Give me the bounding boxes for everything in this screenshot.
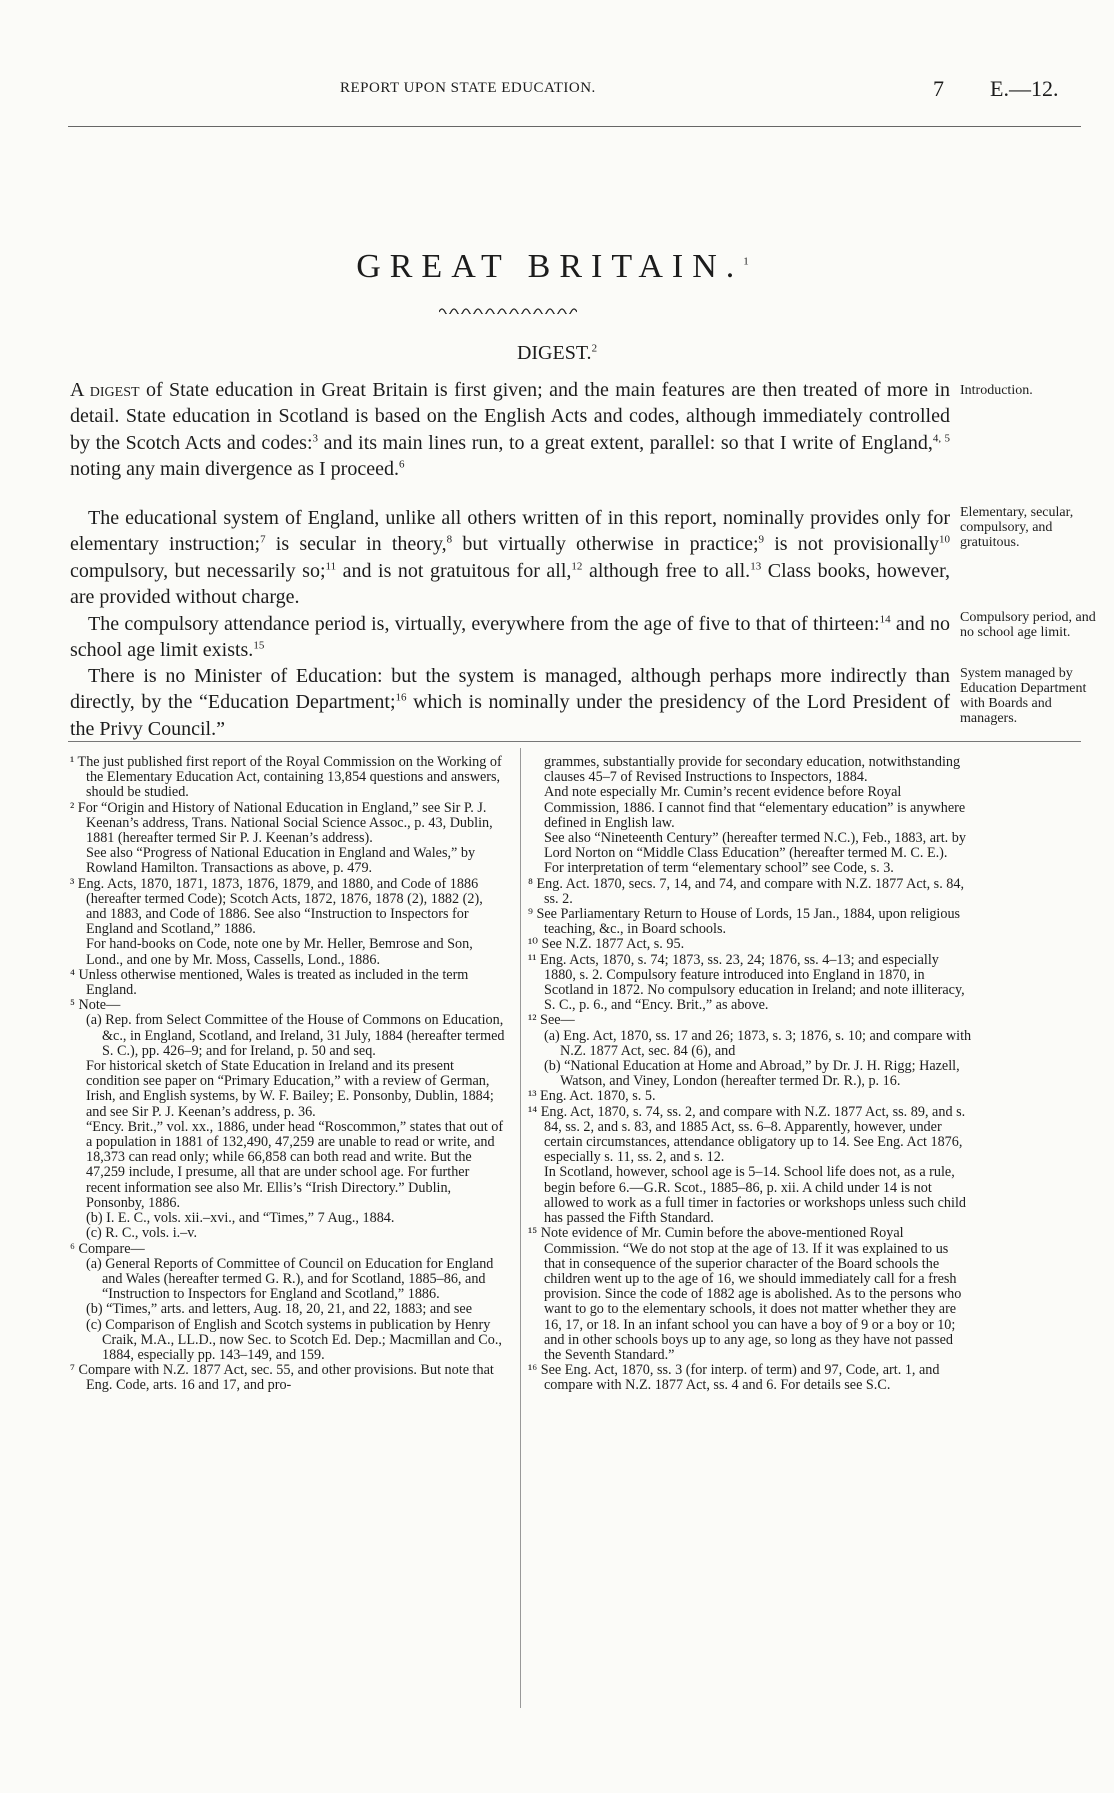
digest-heading (0, 342, 1114, 365)
footnote-entry: ¹⁶ See Eng. Act, 1870, ss. 3 (for interp. of term) and 97, Code, art. 1, and compare with N.Z. 1877 Act, ss. 4 and 6. For details see S.C. (528, 1362, 940, 1394)
margin-note-elementary: Elementary, secular, compulsory, and gratuitous. (960, 505, 1074, 550)
footnote-ref: 9 (758, 533, 765, 546)
title-ornament (439, 306, 577, 314)
p2-text-7: although free to all. (582, 559, 751, 582)
footnote-entry: (c) Comparison of English and Scotch systems in publication by Henry Craik, M.A., LL.D., now Sec. to Scotch Ed. Dep.; Macmillan and Co., 1884, especially pp. 143–149, and 159. (86, 1316, 502, 1363)
footnote-entry: ¹⁵ Note evidence of Mr. Cumin before the above-mentioned Royal Commission. “We do not stop at the age of 13. If it was explained to us that in consequence of the superior character of the Board schools the children went up to the age of 16, we should immediately call for a fresh provision. Since the code of 1882 age is abolished. As to the persons who want to go to the elementary schools, it does not matter whether they are 16, 17, or 18. In an infant school you can have a boy of 9 or a boy or 10; and in other schools boys up to any age, so long as they have not passed the Seventh Standard.” (528, 1225, 962, 1363)
p3-text-2: and no school age limit exists. (70, 613, 950, 662)
p2-text-6: and is not gratuitous for all, (336, 559, 572, 582)
p1-smallcaps: digest (89, 379, 140, 401)
p2-text-3: but virtually otherwise in practice; (452, 533, 759, 556)
footnote-ref: 13 (750, 560, 762, 573)
footnote-entry: (b) “Times,” arts. and letters, Aug. 18, 20, 21, and 22, 1883; and see (86, 1301, 473, 1318)
p2-text-1: The educational system of England, unlike all others written of in this report, nominally provides only for elementary instruction; (70, 507, 950, 556)
footnote-entry: ¹³ Eng. Act. 1870, s. 5. (528, 1088, 656, 1105)
footnote-ref: 15 (253, 639, 265, 652)
p2-text-8: Class books, however, are provided without charge. (70, 559, 950, 609)
footnote-column-divider (520, 748, 521, 1708)
footnote-ref: 16 (395, 691, 407, 704)
footnote-entry: ³ Eng. Acts, 1870, 1871, 1873, 1876, 1879, and 1880, and Code of 1886 (hereafter termed Code); Scotch Acts, 1872, 1876, 1878 (2), 1882 (2), and 1883, and Code of 1886. See also “Instruction to Inspectors for England and Scotland,” 1886. (70, 875, 483, 938)
margin-note-introduction: Introduction. (960, 383, 1033, 398)
footnote-ref: 11 (325, 560, 337, 573)
footnote-entry: ¹⁰ See N.Z. 1877 Act, s. 95. (528, 936, 685, 953)
footnote-entry: For interpretation of term “elementary school” see Code, s. 3. (544, 860, 894, 877)
margin-note-system: System managed by Education Department with Boards and managers. (960, 666, 1087, 726)
footnote-entry: “Ency. Brit.,” vol. xx., 1886, under head “Roscommon,” states that out of a population in 1881 of 132,490, 47,259 are unable to read or write, and 18,373 can read only; while 66,858 can both read and write. But the 47,259 include, I presume, all that are under school age. For further recent information see also Mr. Ellis’s “Irish Directory.” Dublin, Ponsonby, 1886. (86, 1118, 504, 1211)
running-title: REPORT UPON STATE EDUCATION. (340, 80, 596, 96)
footnote-ref: 12 (571, 560, 583, 573)
reference-code: E.—12. (990, 76, 1059, 101)
footnote-entry: And note especially Mr. Cumin’s recent evidence before Royal Commission, 1886. I cannot find that “elementary education” is anywhere defined in English law. (544, 784, 966, 831)
footnote-ref: 6 (398, 458, 405, 471)
header-rule (68, 126, 1081, 127)
footnote-entry: ⁵ Note— (70, 997, 121, 1014)
paragraph-introduction (70, 377, 950, 483)
paragraph-management (70, 663, 950, 742)
footnote-entry: (b) “National Education at Home and Abroad,” by Dr. J. H. Rigg; Hazell, Watson, and Viney, London (hereafter termed Dr. R.), p. 16. (544, 1058, 960, 1090)
footnote-entry: (a) Rep. from Select Committee of the House of Commons on Education, &c., in England, Scotland, and Ireland, 31 July, 1884 (hereafter termed S. C.), pp. 426–9; and for Ireland, p. 50 and seq. (86, 1012, 505, 1059)
footnote-ref: 14 (879, 613, 891, 626)
footnote-entry: ² For “Origin and History of National Education in England,” see Sir P. J. Keenan’s address, Trans. National Social Science Assoc., p. 43, Dublin, 1881 (hereafter termed Sir P. J. Keenan’s address). (70, 799, 493, 847)
footnote-entry: ⁷ Compare with N.Z. 1877 Act, sec. 55, and other provisions. But note that Eng. Code, arts. 16 and 17, and pro- (70, 1362, 494, 1394)
footnote-ref: 7 (260, 533, 266, 546)
footnote-entry: ⁶ Compare— (70, 1240, 145, 1257)
footnote-entry: ¹ The just published first report of the Royal Commission on the Working of the Elementary Education Act, containing 13,854 questions and answers, should be studied. (70, 754, 502, 801)
digest-heading-text: DIGEST. (516, 342, 592, 364)
footnote-entry: ¹¹ Eng. Acts, 1870, s. 74; 1873, ss. 23, 24; 1876, ss. 4–13; and especially 1880, s. 2. Compulsory feature introduced into England in 1870, in Scotland in 1872. No compulsory education in Ireland; and note illiteracy, S. C., p. 6., and “Ency. Brit.,” as above. (528, 951, 965, 1014)
footnote-entry: In Scotland, however, school age is 5–14. School life does not, as a rule, begin before 6.—G.R. Scot., 1885–86, p. xii. A child under 14 is not allowed to work as a full timer in factories or workshops unless such child has passed the Fifth Standard. (544, 1164, 966, 1227)
footnote-entry: ¹² See— (528, 1012, 575, 1029)
p1-a: A (70, 379, 84, 401)
p4-text-1: There is no Minister of Education: but the system is managed, although perhaps more indirectly than directly, by the “Education Department; (70, 665, 950, 714)
footnote-entry: For historical sketch of State Education in Ireland and its present condition see paper on “Primary Education,” with a review of German, Irish, and English systems, by W. F. Bailey; E. Ponsonby, Dublin, 1884; and see Sir P. J. Keenan’s address, p. 36. (86, 1058, 494, 1120)
p1-text-2: and its main lines run, to a great extent, parallel: so that I write of England, (318, 431, 933, 454)
footnote-ref: 8 (446, 533, 453, 546)
footnote-entry: ⁹ See Parliamentary Return to House of Lords, 15 Jan., 1884, upon religious teaching, &c., in Board schools. (528, 906, 961, 938)
p2-text-2: is secular in theory, (265, 533, 447, 556)
p1-text-1: of State education in Great Britain is first given; and the main features are then treated of more in detail. State education in Scotland is based on the English Acts and codes, although immediately controlled by the Scotch Acts and codes: (70, 379, 950, 454)
footnote-ref: 3 (312, 432, 319, 445)
footnote-entry: For hand-books on Code, note one by Mr. Heller, Bemrose and Son, Lond., and one by Mr. Moss, Cassells, Lond., 1886. (86, 936, 473, 968)
footnotes-right-column (528, 755, 972, 1394)
title-footnote-ref: 1 (743, 255, 758, 268)
footnote-entry: ¹⁴ Eng. Act, 1870, s. 74, ss. 2, and compare with N.Z. 1877 Act, ss. 89, and s. 84, ss. 2, and s. 83, and 1885 Act, ss. 6–8. Apparently, however, under certain circumstances, attendance obligatory up to 14. See Eng. Act 1876, especially s. 11, ss. 2, and s. 12. (528, 1103, 966, 1166)
footnote-ref: 4, 5 (932, 432, 951, 445)
footnote-entry: ⁴ Unless otherwise mentioned, Wales is treated as included in the term England. (70, 966, 469, 999)
margin-note-compulsory: Compulsory period, and no school age limit. (960, 610, 1096, 640)
p2-text-5: compulsory, but necessarily so; (70, 559, 326, 582)
footnote-entry: (a) Eng. Act, 1870, ss. 17 and 26; 1873, s. 3; 1876, s. 10; and compare with N.Z. 1877 Act, sec. 84 (6), and (544, 1027, 972, 1059)
footnote-rule (68, 741, 1081, 742)
p2-text-4: is not provisionally (764, 533, 939, 556)
paragraph-elementary (70, 505, 950, 611)
p3-text-1: The compulsory attendance period is, virtually, everywhere from the age of five to that of thirteen: (88, 613, 880, 635)
footnote-ref: 10 (939, 533, 950, 546)
paragraph-compulsory (70, 611, 950, 664)
footnote-entry: See also “Nineteenth Century” (hereafter termed N.C.), Feb., 1883, art. by Lord Norton on “Middle Class Education” (hereafter termed M. C. E.). (544, 830, 966, 862)
p4-text-2: which is nominally under the presidency of the Lord President of the Privy Council.” (70, 691, 950, 740)
page-title-text: GREAT BRITAIN. (356, 248, 744, 285)
footnote-entry: See also “Progress of National Education in England and Wales,” by Rowland Hamilton. Transactions as above, p. 479. (86, 845, 476, 877)
footnote-entry: (b) I. E. C., vols. xii.–xvi., and “Times,” 7 Aug., 1884. (86, 1210, 395, 1227)
page-number: 7 (933, 76, 944, 101)
footnote-entry: (a) General Reports of Committee of Council on Education for England and Wales (hereafter termed G. R.), and for Scotland, 1885–86, and “Instruction to Inspectors for England and Scotland,” 1886. (86, 1255, 494, 1303)
footnote-entry: (c) R. C., vols. i.–v. (86, 1225, 197, 1242)
footnotes-left-column (70, 755, 506, 1394)
footnote-entry: ⁸ Eng. Act. 1870, secs. 7, 14, and 74, and compare with N.Z. 1877 Act, s. 84, ss. 2. (528, 875, 965, 907)
footnote-entry: grammes, substantially provide for secondary education, notwithstanding clauses 45–7 of Revised Instructions to Inspectors, 1884. (544, 754, 961, 786)
digest-footnote-ref: 2 (591, 342, 598, 355)
p1-text-3: noting any main divergence as I proceed. (70, 458, 399, 481)
page-title (0, 248, 1114, 286)
